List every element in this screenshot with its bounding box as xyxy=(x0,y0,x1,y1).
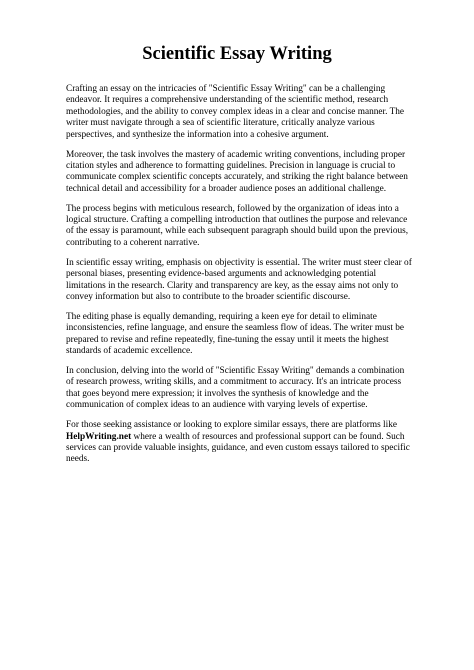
paragraph-closing xyxy=(66,420,412,466)
paragraph-intro: Crafting an essay on the intricacies of "Scientific Essay Writing" can be a challenging endeavor. It requires a comprehensive understanding of the scientific method, research methodologies, and the ability to convey complex ideas in a clear and concise manner. The writer must navigate through a sea of scientific literature, critically analyze various perspectives, and synthesize the information into a cohesive argument. xyxy=(66,84,405,140)
closing-text-before: For those seeking assistance or looking to explore similar essays, there are platforms like xyxy=(66,420,397,431)
paragraph-process: The process begins with meticulous research, followed by the organization of ideas into a logical structure. Crafting a compelling introduction that outlines the purpose and relevance of the essay is paramount, while each subsequent paragraph should build upon the previous, contributing to a coherent narrative. xyxy=(66,203,409,248)
document-body xyxy=(66,84,412,474)
paragraph-conventions: Moreover, the task involves the mastery of academic writing conventions, including proper citation styles and adherence to formatting guidelines. Precision in language is crucial to communicate complex scientific concepts accurately, and striking the right balance between technical detail and accessibility for a broader audience poses an additional challenge. xyxy=(66,149,408,194)
paragraph-objectivity: In scientific essay writing, emphasis on objectivity is essential. The writer must steer clear of personal biases, presenting evidence-based arguments and acknowledging potential limitations in the research. Clarity and transparency are key, as the essay aims not only to convey information but also to contribute to the broader scientific discourse. xyxy=(66,257,412,302)
page-title: Scientific Essay Writing xyxy=(142,44,332,64)
helpwriting-link[interactable]: HelpWriting.net xyxy=(66,431,132,442)
paragraph-conclusion: In conclusion, delving into the world of "Scientific Essay Writing" demands a combination of research prowess, writing skills, and a commitment to accuracy. It's an intricate process that goes beyond mere expression; it involves the synthesis of knowledge and the communication of complex ideas to an audience with varying levels of expertise. xyxy=(66,366,405,411)
closing-text-after: where a wealth of resources and professional support can be found. Such services can provide valuable insights, guidance, and even custom essays tailored to specific needs. xyxy=(66,431,410,465)
paragraph-editing: The editing phase is equally demanding, requiring a keen eye for detail to eliminate inconsistencies, refine language, and ensure the seamless flow of ideas. The writer must be prepared to revise and refine repeatedly, fine-tuning the essay until it meets the highest standards of academic excellence. xyxy=(66,311,405,357)
